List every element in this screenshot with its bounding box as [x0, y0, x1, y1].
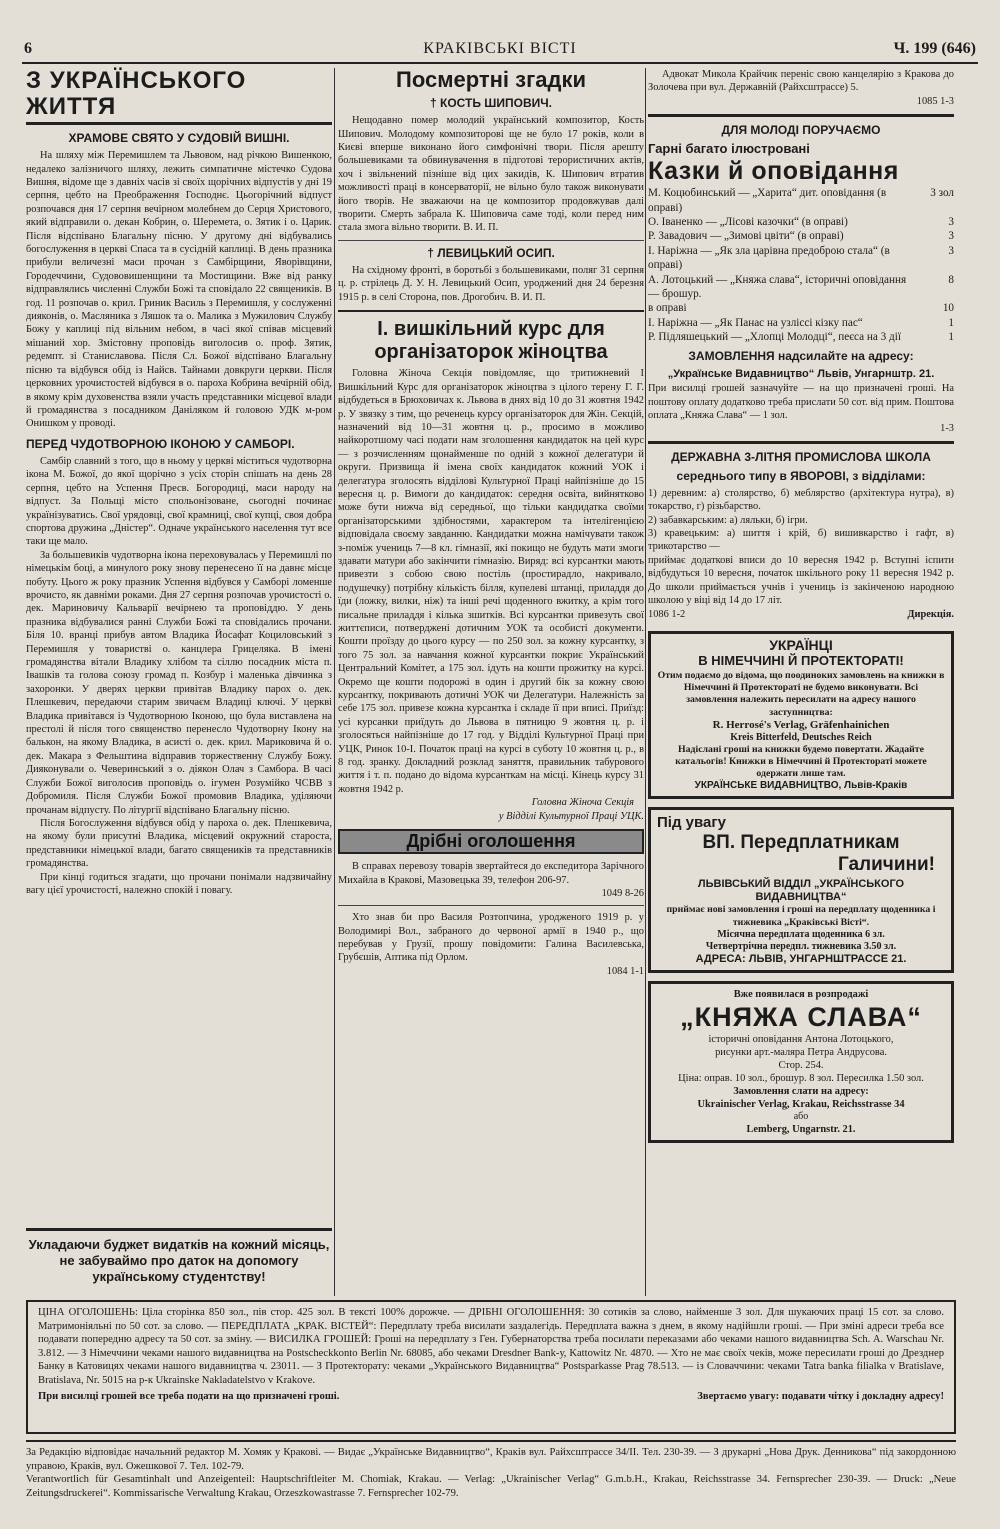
- prices-notes: [38, 1390, 944, 1405]
- obit-text: Нещодавно помер молодий український композитор, Кость Шипович. Молодому композиторові ще не було 17 років, коли в Києві вперше виконано його симфонічні твори. Після арешту большевиками та обвинувачення в підготові терористичних актів, хоч і звільнений пізніше від цих закидів, К. Шипович втратив можливості праці в консерваторії, не вільно було також виконувати його творів. Не зважаючи на це композитор продовжував далі творити. Смерть забрала К. Шиповича саме тоді, коли перед ним стала змога вільно творити. В. И. П.: [338, 115, 644, 234]
- classified-ad-number: 1049 8-26: [601, 888, 644, 900]
- kn-address: або: [793, 1110, 809, 1122]
- divider: [338, 310, 644, 312]
- imprint-german: Verantwortlich für Gesamtinhalt und Anzeigenteil: Hauptschriftleiter M. Chomiak, Krakau. — Verlag: „Ukrainischer Verlag“ G.m.b.H., Krakau, Reichsstrasse 34. Fernsprecher 230-39. — Druck: „Neue Zeitungsdruckerei“. Kommissarische Verwaltung Krakau, Orzeszkowastrasse 7. Fernsprecher 102-79.: [26, 1474, 956, 1499]
- book-title: І. Наріжна — „Як Панас на узліссі кізку пас“: [648, 316, 863, 329]
- article-title: ПЕРЕД ЧУДОТВОРНОЮ ІКОНОЮ У САМБОРІ.: [26, 436, 295, 451]
- article-text: Самбір славний з того, що в ньому у церкві міститься чудотворна ікона М. Божої, до якої щорічно з усіх сторін спішать на день 28 серпня, цебто на Успення Пресв. Богородиці, маси народу на відпуст. За Польщі місто спольонізоване, сьогодні починає українізуватись. Свої урядовці, свої крамниці, свої купці, своя добра спортова дружина „Дністер“. Одначе українського населення тут все таки ще мало.: [26, 455, 332, 548]
- ukrainians-notice: [648, 631, 954, 800]
- book-list: [648, 186, 954, 344]
- obits-title: Посмертні згадки: [396, 67, 586, 92]
- prices-right-note: Звертаємо увагу: подавати чітку і докладну адресу!: [697, 1390, 944, 1402]
- books-title: Казки й оповідання: [648, 157, 899, 186]
- divider: [648, 441, 954, 444]
- column-obituaries: [338, 68, 644, 978]
- appeal-box: [26, 1228, 332, 1285]
- school-subtitle: середнього типу в ЯВОРОВІ, з відділами:: [676, 468, 926, 483]
- ukr-address: Kreis Bitterfeld, Deutsches Reich: [730, 731, 872, 743]
- books-order-text: При висилці грошей зазначуйте — на що призначені гроші. На поштову оплату додатково треба прислати 50 сот. від прим. Поштова оплата „Княжа Слава“ — 1 зол.: [648, 383, 954, 421]
- school-title: ДЕРЖАВНА 3-ЛІТНЯ ПРОМИСЛОВА ШКОЛА: [671, 450, 931, 465]
- book-title: в оправі: [648, 302, 687, 315]
- divider: [26, 1228, 332, 1231]
- section-title: З УКРАЇНСЬКОГО ЖИТТЯ: [26, 68, 332, 125]
- ukr-title: В НІМЕЧЧИНІ Й ПРОТЕКТОРАТІ!: [698, 652, 904, 668]
- kn-subtitle: історичні оповідання Антона Лотоцького,: [708, 1033, 894, 1045]
- book-title: А. Лотоцький — „Княжа слава“, історичні оповідання — брошур.: [648, 273, 907, 301]
- issue-number: Ч. 199 (646): [893, 40, 976, 57]
- lawyer-notice: Адвокат Микола Крайчик переніс свою канцелярію з Кракова до Золочева при вул. Державній (Райхсштрассе) 5.: [648, 69, 954, 94]
- sub-title: ВП. Передплатникам: [702, 832, 900, 854]
- ukr-kicker: УКРАЇНЦІ: [769, 636, 833, 653]
- article-text: При кінці годиться згадати, що прочани понімали надзвичайну вагу цієї урочистості, належно спокій і повагу.: [26, 871, 332, 896]
- school-footer: [648, 607, 954, 622]
- advertising-prices-box: [26, 1300, 956, 1434]
- divider: [338, 240, 644, 241]
- kn-pages: Стор. 254.: [778, 1059, 824, 1071]
- divider: [648, 114, 954, 117]
- kn-address: Ukrainischer Verlag, Krakau, Reichsstrasse 34: [697, 1098, 905, 1110]
- masthead: [22, 38, 978, 64]
- book-list-item: [648, 301, 954, 315]
- sub-dept: ЛЬВІВСЬКИЙ ВІДДІЛ „УКРАЇНСЬКОГО: [697, 878, 905, 891]
- book-list-item: [648, 186, 954, 215]
- book-price: 3 зол: [930, 187, 954, 200]
- book-title: Р. Завадович — „Зимові цвіти“ (в оправі): [648, 230, 844, 243]
- imprint-footer: [26, 1440, 956, 1500]
- book-price: 8: [948, 273, 954, 286]
- classified-ad: Хто знав би про Василя Розтопчина, уродженого 1919 р. у Володимирі Вол., забраного до червоної армії в 1940 р., що перебував у Грузії, прошу повідомити: Галина Василевська, Грубєшів, Аптика під Орлом.: [338, 912, 644, 964]
- sub-text: приймає нові замовлення і гроші на передплату щоденника і тижневика „Краківські Вісті“.: [666, 904, 936, 928]
- column-advertisements: [648, 68, 954, 1143]
- books-order-address: „Українське Видавництво“ Львів, Унгарнштр. 21.: [667, 367, 935, 380]
- book-list-item: [648, 244, 954, 273]
- book-price: 10: [942, 302, 954, 315]
- book-title: Р. Підляшецький — „Хлопці Молодці“, пеєса на 3 дії: [648, 331, 901, 344]
- obit-text: На східному фронті, в боротьбі з большевиками, поляг 31 серпня ц. р. стрілець Д. У. Н. Левицький Осип, уроджений дня 24 березня 1915 р. в селі Сторона, пов. Дрогобич. В. И. П.: [338, 265, 644, 303]
- kn-order: Замовлення слати на адресу:: [733, 1085, 869, 1097]
- classified-ad-number: 1084 1-1: [606, 965, 644, 977]
- kn-kicker: Вже появилася в розпродажі: [733, 988, 869, 1000]
- book-list-item: [648, 330, 954, 344]
- sub-daily-price: Місячна передплата щоденника 6 зл.: [717, 928, 885, 940]
- article-text: На шляху між Перемишлем та Львовом, над річкою Вишенкою, недалеко залізничого шляху, лежить симпатичне містечко Судова Вишня, відоме ще з давніх часів зі своїх щорічних відпустів у дні 19 серпня, цебто на Преображення Господнє. Цьогорічний відпуст розпочався дня 17 серпня вечірном молебнем до Серця Христового, який відправили о. декан Кобрин, о. Шеремета, о. Зятик і о. Царик. Після відспівано Благальну пісню. У другому дні відбувались богослуження в церкві Спаса та в сусідній каплиці. В день празника прибули величезні маси прочан з Самбірщини, Яворівщини, Городеччини, Судововишенщини та Мостищини. Вже від ранку відправлялись численні Служби Божі та сповідало 22 священиків. В год. 11 розпочав о. крил. Гриник Василь з Перемишля, у сослуженні дияконів, о. Масляника з Ляшок та о. Малика з Мужилович Службу Божу у каплиці під вільним небом, в часі якої співав місцевий мішаний хор. Змістовну проповідь виголосив о. проф. Зятик, редемпт. зі Станиславова. Після Сл. Божої відспівано Благальну пісню та відбувся обід із Найсв. Тайнами довкруги церкви. Після церковних урочистостей відбувся в о. пароха Кобрина вечірній обід, в якому крім духовенства взяли участь представники місцевої влади й громадянства з посадником Даніляком й головою УДК м-ром Онишком у проводі.: [26, 150, 332, 430]
- sub-weekly-price: Четвертрічна передпл. тижневика 3.50 зл.: [705, 940, 897, 952]
- sub-title: Галичини!: [837, 854, 935, 876]
- books-order-title: ЗАМОВЛЕННЯ надсилайте на адресу:: [688, 348, 914, 363]
- book-title: І. Наріжна — „Як зла царівна предоброю стала“ (в оправі): [648, 244, 890, 272]
- article-text: Після Богослуження відбувся обід у пароха о. дек. Плешкевича, на якому були присутні Владика, місцевий окружний староста, представники німецької влади, багато священиків та представників громадянства.: [26, 817, 332, 870]
- sub-address: АДРЕСА: ЛЬВІВ, УНГАРНШТРАССЕ 21.: [695, 952, 907, 965]
- book-price: 3: [948, 216, 954, 229]
- book-list-item: [648, 273, 954, 302]
- prices-left-note: При висилці грошей все треба подати на що призначені гроші.: [38, 1390, 340, 1402]
- sub-dept: ВИДАВНИЦТВА“: [755, 891, 847, 904]
- article-text: За большевиків чудотворна ікона переховувалась у Перемишлі по німецькім боці, а минулого року знову перенесено її на давнє місце побуту. Цього ж року празник Успення відбувся у Самборі ломенше врочисто, як давніми роками. Дня 27 серпня розпочав урочистості о. дек. Мариновичу Кальварії вечірнею та проповіддю. У день празника відбувалися ранні Служби Божі та сповідались прочани. Біля 10. вранці прибув автом Владика Йосафат Коциловський з Перемишля у товаристві о. канцлера Грицеляка. В імені громадянства вітали Владику хлібом та сіллю посадник міста п. Івашків та голова союзу громад п. Козбур і маленька дівчинка з захоронки. У дверях церкви привітав Владику парох о. дек. Плешкевич, передаючи старим звичаєм Владиці ключі. У церкві Владика привітався із Чудотворною Іконою, що була виставлена на престолі й після того священство перенесло Чудотворну Ікону на балькон, на якому Владика, в асисті о. дек. крил. Мариковича й о. дек. Макара з Фельштина відправив торжественну Службу Божу. Дияконували о. Чеверинський з о. діякон Олач з Самбора. В часі Служби Божої виголосив проповідь о. ігумен Розумійко ЧСВВ з Добромиля. Після Служби Божої промовив Владика, уділяючи прочанам відпусту. По літургії відспівано Благальну пісню.: [26, 549, 332, 816]
- classified-ad: В справах перевозу товарів звертайтеся до експедитора Зарічного Михайла в Кракові, Мазовецька 39, телефон 206-97.: [338, 861, 644, 886]
- course-signature: у Відділі Культурної Праці УЦК.: [498, 810, 644, 822]
- book-price: 1: [948, 331, 954, 344]
- subscribers-notice: [648, 807, 954, 972]
- book-price: 3: [948, 230, 954, 243]
- kn-price: Ціна: оправ. 10 зол., брошур. 8 зол. Пересилка 1.50 зол.: [678, 1072, 924, 1084]
- book-title: О. Іваненко — „Лісові казочки“ (в оправі): [648, 216, 848, 229]
- school-text: приймає додаткові вписи до 10 вересня 1942 р. Вступні іспити відбудуться 10 вересня, початок шкільного року 11 вересня 1942 р. До школи приймається учнів і учениць із закінченою народною школою у віці від 14 до 17 літ.: [648, 554, 954, 606]
- book-price: 3: [948, 244, 954, 257]
- ukr-signature: УКРАЇНСЬКЕ ВИДАВНИЦТВО, Львів-Краків: [694, 780, 908, 792]
- student-appeal: Укладаючи буджет видатків на кожний місяць, не забуваймо про даток на допомогу українському студентству!: [28, 1237, 330, 1284]
- divider: [338, 905, 644, 906]
- prices-text: ЦІНА ОГОЛОШЕНЬ: Ціла сторінка 850 зол., пів стор. 425 зол. В тексті 100% дорожче. — ДРІБНІ ОГОЛОШЕННЯ: 30 сотиків за слово, найменше 3 зол. Для шукаючих праці 15 сот. за слово. Матримоніяльні по 50 сот. за слово. — ПЕРЕДПЛАТА „КРАК. ВІСТЕЙ“: Передплату треба висилати заздалегідь. Передплата важна з днем, в якому надійшли гроші. — При зміні адреси треба все подавати попередню адресу та 50 сот. за зміну. — ВИСИЛКА ГРОШЕЙ: Гроші на передплату з Ген. Губернаторства треба посилати переказами або чеками нашого видавництва Sch. A. Warschau Nr. 3.812. — З Німеччини чеками нашого видавництва на Postscheckkonto Berlin Nr. 68085, або чеками Dresdner Bank-у, Kattowitz Nr. 4870. — Хто не має своїх чеків, може пересилати гроші до Дрезднер Банку в Катовицях чеками нашого видавництва ч. 23011. — З Протекторату: чеками „Українського Видавництва“ Postsparkasse Prag 78.513. — із Словаччини: чеками Tatra banka filialka v Bratislave, Bratislava, Nr. 5015 на р-к Ukrainske Nakladatelstvo v Krakove.: [38, 1307, 944, 1386]
- kn-subtitle: рисунки арт.-маляра Петра Андрусова.: [715, 1046, 887, 1058]
- classifieds-title: Дрібні оголошення: [338, 829, 644, 854]
- ukr-text: Отим подаємо до відома, що поодиноких замовлень на книжки в Німеччині й Протектораті не будемо виконувати. Всі замовлення належить пересилати на адресу нашого заступництва:: [657, 669, 945, 718]
- book-list-item: [648, 316, 954, 330]
- kn-title: „КНЯЖА СЛАВА“: [680, 1001, 922, 1032]
- school-department: 1) деревним: а) столярство, б) меблярство (архітектура нутра), в) токарство, г) різьбарство.: [648, 487, 954, 513]
- school-signature: Дирекція.: [907, 609, 954, 621]
- newspaper-name: КРАКІВСЬКІ ВІСТІ: [423, 40, 577, 57]
- book-list-item: [648, 229, 954, 243]
- book-list-item: [648, 215, 954, 229]
- books-kicker: ДЛЯ МОЛОДІ ПОРУЧАЄМО: [721, 122, 881, 137]
- course-title: І. вишкільний курс для організаторок жіноцтва: [374, 318, 608, 364]
- article-title: ХРАМОВЕ СВЯТО У СУДОВІЙ ВИШНІ.: [68, 131, 290, 145]
- book-title: М. Коцюбинський — „Харита“ дит. оповідання (в оправі): [648, 187, 887, 214]
- school-department: 2) забавкарським: а) ляльки, б) ігри.: [648, 514, 808, 526]
- books-order-number: 1-3: [940, 423, 954, 435]
- column-divider: [334, 68, 335, 1296]
- imprint-ukrainian: За Редакцію відповідає начальний редактор М. Хомяк у Кракові. — Видає „Українське Видавництво“, Краків вул. Райхсштрассе 34/II. Тел. 230-39. — З друкарні „Нова Друк. Денникова“ під закордонною управою, Краків, вул. Ожешкової 7. Тел. 102-79.: [26, 1447, 956, 1472]
- school-number: 1086 1-2: [648, 609, 686, 621]
- page-number: 6: [24, 40, 32, 57]
- ukr-text: Надіслані гроші на книжки будемо повертати. Жадайте катальогів! Книжки в Німеччині й Протектораті можете одержати лише там.: [675, 743, 927, 780]
- column-divider: [645, 68, 646, 1296]
- obit-title: † КОСТЬ ШИПОВИЧ.: [429, 96, 553, 110]
- ukr-address: R. Herrosé's Verlag, Gräfenhainichen: [712, 718, 890, 731]
- school-department: 3) кравецьким: а) шиття і крій, б) вишивкарство і гафт, в) трикотарство —: [648, 527, 954, 553]
- kn-address: Lemberg, Ungarnstr. 21.: [746, 1123, 856, 1135]
- sub-kicker: Під увагу: [657, 814, 726, 832]
- course-text: Головна Жіноча Секція повідомляє, що тритижневий І Вишкільний Курс для організаторок жіноцтва з цілого терену Г. Г. відбудеться в Брюховичах к. Львова в днях від 10 до 31 жовтня 1942 р. У звязку з тим, що реченець курсу організаторок для Жін. Секцій, назначений від 10—31 жовтня ц. р., просимо в можливо найкоротшому часі подати нам зголошення кандидаток на цей курс — з розчисленням щонайменше по одній з кожної делегатури й округи. Призвища й імена своїх кандидаток кожний УОК і делегатура зголосять відділові Культурної Праці найпізніше до 15 вересня ц. р. Вимоги до кандидаток: середня освіта, вийнятково може бути нижча від середньої, що тільки кандидатка своїми організаторськими здібностями, характером та інтелігенцією відповідала своєму завданню. Кандидатки можна намічувати також з-поміж учениць 7—8 кл. гімназії, які покищо не будуть мати змоги здавати матури або закінчити гімназію. Виряд: всі курсантки мають привезти з собою свою постіль (простирадло, накривало, подушечку) потрібну кількість білля, купелеві штанці, приладдя до їди (ложку, вилки, ніж) та інші речі щоденного вжитку, а крім того писальне приладдя і кілька зшитків. Всі курсантки привезуть свої життєписи, потверджені дотичним УОК та особисті документи. Кошти проїзду до цього курсу — по 250 зол. за кожну курсантку, з того 75 зол. за навчання кожної курсантки покриє Український Центральний Комітет, а 175 зол. ідуть на кошти прожитку на курсі. Окремо ще кошти подорожі в один і другий бік за кожну свою курсантку, покривають дотичні УОК чи Делегатури. Належність за себе 175 зол. привезе кожна курсантка і складе її при вписі. Приїзд: усі курсанки приїдуть до Львова в пятницю 9 жовтня ц. р. і зголосяться найпізніше до 17 год. у Відділі Культурної Праці при УЦК, Ринок 10-І. Початок праці на курсі в суботу 10 жовтня ц. р., в 8 год. зранку. Докладний розклад заняття, правильник табурового життя і т. п. подано до відома курсанткам на місці. Кінець курсу 31 жовтня 1942 р.: [338, 368, 644, 795]
- books-subtitle: Гарні багато ілюстровані: [648, 141, 810, 157]
- obit-title: † ЛЕВИЦЬКИЙ ОСИП.: [427, 245, 555, 260]
- knyazha-slava-ad: [648, 981, 954, 1143]
- lawyer-notice-number: 1085 1-3: [916, 95, 954, 107]
- course-signature: Головна Жіноча Секція: [531, 797, 634, 809]
- book-price: 1: [948, 316, 954, 329]
